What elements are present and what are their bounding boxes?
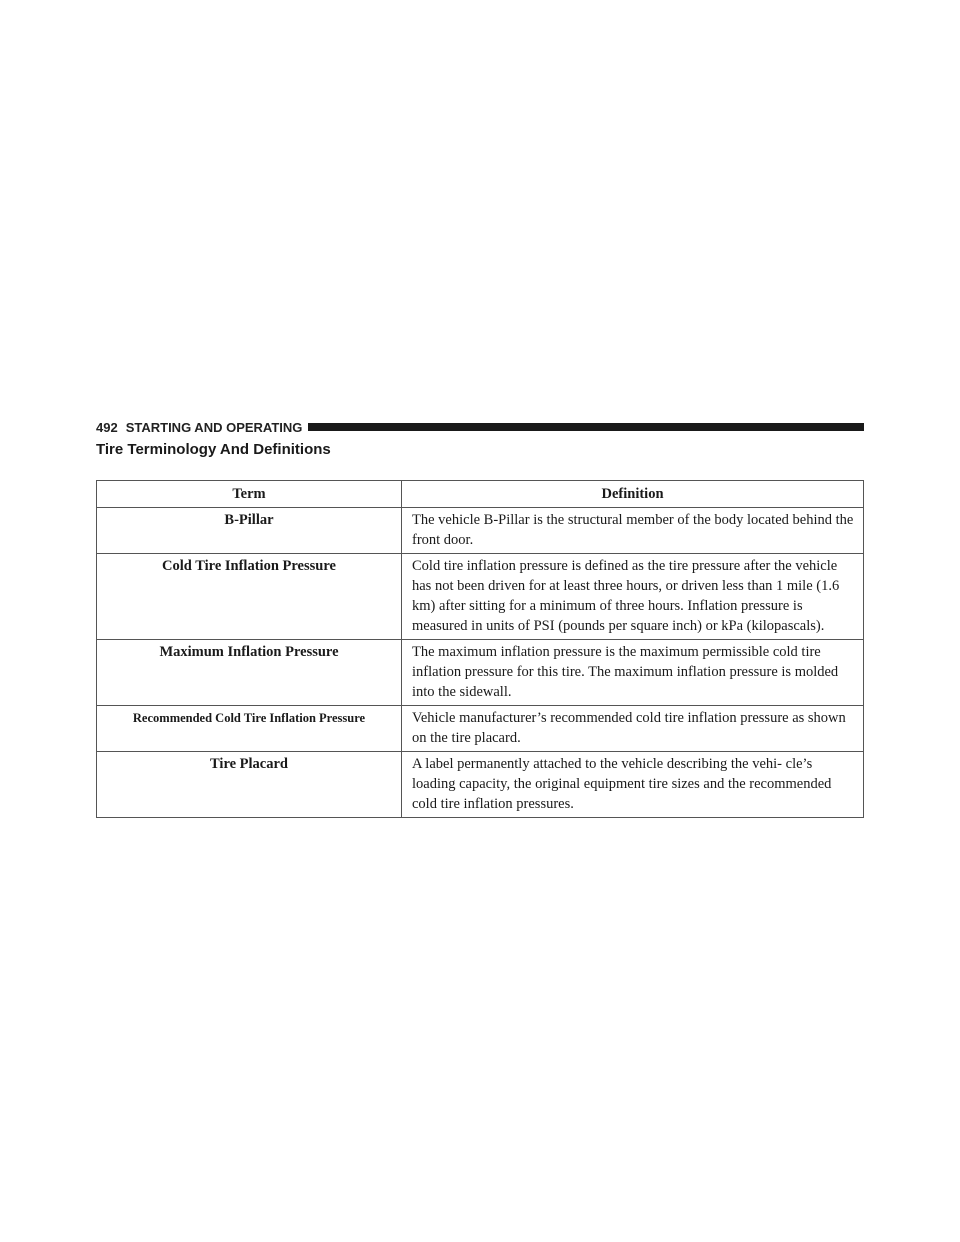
definition-cell: Vehicle manufacturer’s recommended cold tire inflation pressure as shown on the tire placard. (402, 706, 864, 752)
term-cell: Tire Placard (97, 752, 402, 818)
table-row (97, 554, 864, 640)
table-header-row (97, 481, 864, 508)
table-row (97, 752, 864, 818)
column-header-definition: Definition (402, 481, 864, 508)
page-header (96, 418, 864, 436)
definition-cell: The vehicle B-Pillar is the structural member of the body located behind the front door. (402, 508, 864, 554)
table-row (97, 640, 864, 706)
definition-cell: The maximum inflation pressure is the maximum permissible cold tire inflation pressure for this tire. The maximum inflation pressure is molded into the sidewall. (402, 640, 864, 706)
column-header-term: Term (97, 481, 402, 508)
header-rule (308, 423, 864, 431)
term-cell: B-Pillar (97, 508, 402, 554)
table-row (97, 706, 864, 752)
section-name: STARTING AND OPERATING (125, 419, 303, 435)
definition-cell: Cold tire inflation pressure is defined as the tire pressure after the vehicle has not been driven for at least three hours, or driven less than 1 mile (1.6 km) after sitting for a minimum of three hours. Inflation pressure is measured in units of PSI (pounds per square inch) or kPa (kilopascals). (402, 554, 864, 640)
terminology-table (96, 480, 864, 818)
section-title: Tire Terminology And Definitions (96, 441, 331, 458)
term-cell: Maximum Inflation Pressure (97, 640, 402, 706)
page-number: 492 (96, 419, 118, 435)
table-row (97, 508, 864, 554)
definition-cell: A label permanently attached to the vehicle describing the vehi- cle’s loading capacity, the original equipment tire sizes and the recommended cold tire inflation pressures. (402, 752, 864, 818)
term-cell: Cold Tire Inflation Pressure (97, 554, 402, 640)
term-cell: Recommended Cold Tire Inflation Pressure (97, 706, 402, 752)
